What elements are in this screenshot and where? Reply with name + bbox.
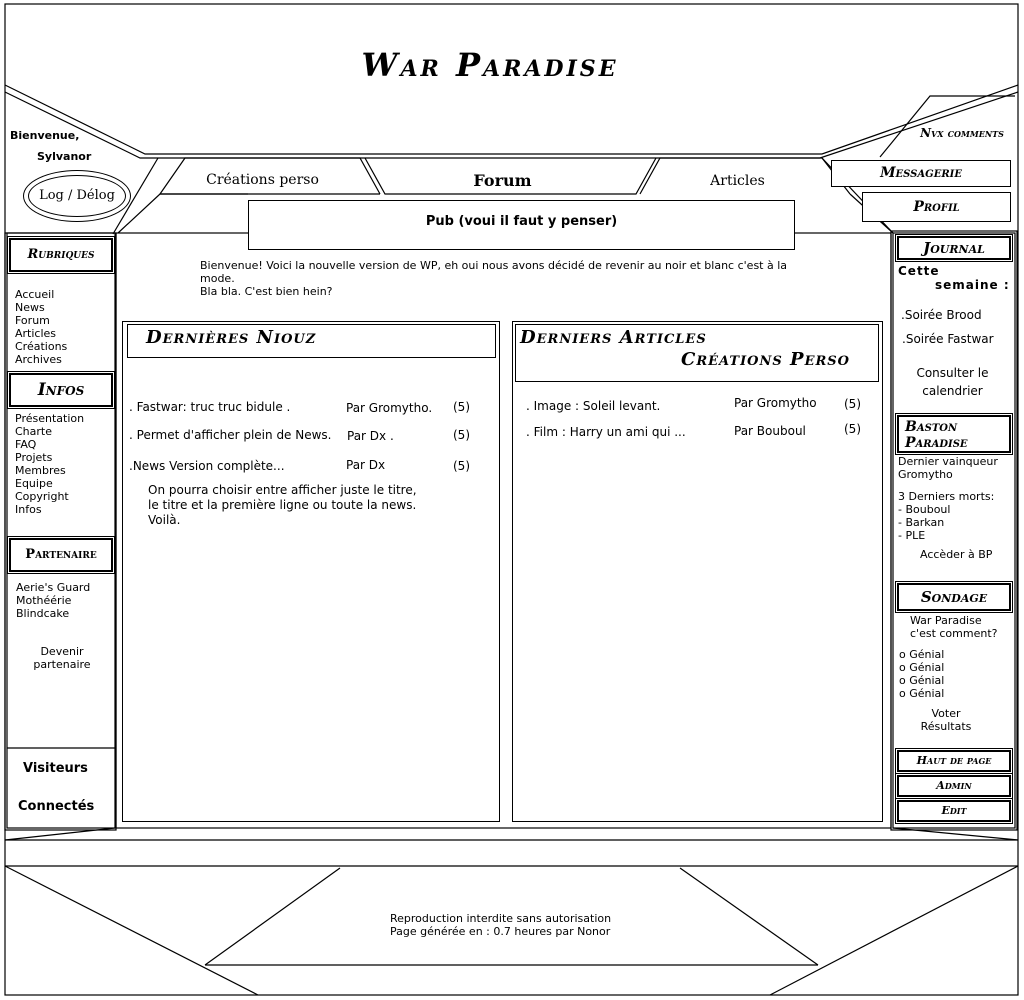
article-row-title[interactable]: Film : Harry un ami qui ... <box>533 425 686 439</box>
news-body-line1: On pourra choisir entre afficher juste le titre, <box>148 483 417 497</box>
news-panel <box>122 321 500 822</box>
baston-winner <box>898 455 998 481</box>
infos-item-infos[interactable]: Infos <box>15 503 42 516</box>
partenaire-item-aerie[interactable]: Aerie's Guard <box>16 581 91 594</box>
bullet-icon: . <box>901 308 905 322</box>
rubriques-item-accueil[interactable]: Accueil <box>15 288 55 301</box>
news-row-author[interactable]: Par Dx . <box>347 429 394 443</box>
infos-item-faq[interactable]: FAQ <box>15 438 37 451</box>
ad-text: Pub (voui il faut y penser) <box>425 214 618 229</box>
poll-options <box>899 648 944 700</box>
tab-forum[interactable]: Forum <box>473 171 532 190</box>
profil-label: Profil <box>913 199 960 215</box>
journal-event-label: Soirée Fastwar <box>905 332 994 346</box>
journal-week1: Cette <box>898 264 940 278</box>
poll-vote-link[interactable]: Voter <box>931 707 961 720</box>
site-title: War Paradise <box>361 46 619 84</box>
bullet-icon: . <box>526 425 534 439</box>
news-body-line2: le titre et la première ligne ou toute la news. <box>148 498 417 512</box>
greeting-user: Sylvanor <box>37 150 92 163</box>
news-row[interactable] <box>129 428 332 442</box>
news-body-line3: Voilà. <box>148 513 181 527</box>
become-partner-line2: partenaire <box>33 658 91 671</box>
rubriques-item-forum[interactable]: Forum <box>15 314 50 327</box>
baston-dead-list <box>898 490 994 542</box>
infos-item-copyright[interactable]: Copyright <box>15 490 69 503</box>
poll-question <box>910 614 997 640</box>
baston-dead-item: - Bouboul <box>898 503 951 516</box>
news-row-author[interactable]: Par Gromytho. <box>346 401 433 415</box>
article-row-author[interactable]: Par Gromytho <box>734 396 817 410</box>
footer-copyright: Reproduction interdite sans autorisation <box>390 912 612 925</box>
poll-question-line1: War Paradise <box>910 614 982 627</box>
become-partner-line1: Devenir <box>40 645 84 658</box>
poll-option[interactable]: o Génial <box>899 661 945 674</box>
journal-event-label: Soirée Brood <box>904 308 982 322</box>
rubriques-list <box>15 288 67 366</box>
intro-line3: Bla bla. C'est bien hein? <box>200 285 333 298</box>
rubriques-item-articles[interactable]: Articles <box>15 327 57 340</box>
bullet-icon: . <box>129 459 133 473</box>
baston-dead-item: - PLE <box>898 529 926 542</box>
news-title-box <box>127 324 496 358</box>
partenaire-list <box>16 581 90 620</box>
tab-creations[interactable]: Créations perso <box>206 172 319 188</box>
bullet-icon: . <box>129 400 137 414</box>
baston-winner-label: Dernier vainqueur <box>898 455 998 468</box>
calendar-link-line2: calendrier <box>922 384 983 398</box>
journal-event[interactable] <box>902 332 994 346</box>
tab-articles[interactable]: Articles <box>710 173 765 189</box>
infos-title: Infos <box>9 373 113 407</box>
visitors-label: Visiteurs <box>23 761 88 776</box>
baston-title-line1: Baston <box>905 419 958 435</box>
poll-results-link[interactable]: Résultats <box>920 720 972 733</box>
baston-access-link[interactable]: Accèder à BP <box>920 548 993 561</box>
article-row-comments[interactable]: (5) <box>844 397 861 411</box>
messagerie-label: Messagerie <box>880 165 962 181</box>
rubriques-title: Rubriques <box>9 238 113 272</box>
edit-button[interactable]: Edit <box>897 800 1011 822</box>
news-row-comments[interactable]: (5) <box>453 428 470 442</box>
baston-dead-title: 3 Derniers morts: <box>898 490 995 503</box>
footer-generated: Page générée en : 0.7 heures par Nonor <box>390 925 611 938</box>
login-label: Log / Délog <box>39 188 115 203</box>
calendar-link[interactable] <box>895 364 1010 400</box>
infos-item-projets[interactable]: Projets <box>15 451 53 464</box>
infos-list <box>15 412 84 516</box>
back-to-top-button[interactable]: Haut de page <box>897 750 1011 772</box>
partenaire-title: Partenaire <box>9 538 113 572</box>
rubriques-item-news[interactable]: News <box>15 301 45 314</box>
intro-line2: mode. <box>200 272 235 285</box>
baston-title-line2: Paradise <box>905 435 968 451</box>
news-row-title[interactable]: News Version complète... <box>132 459 285 473</box>
infos-item-equipe[interactable]: Equipe <box>15 477 53 490</box>
intro-text <box>200 259 880 298</box>
news-row-comments[interactable]: (5) <box>453 400 470 414</box>
news-row[interactable] <box>129 400 290 414</box>
baston-title <box>897 415 1011 453</box>
intro-line1: Bienvenue! Voici la nouvelle version de WP, eh oui nous avons décidé de revenir au noir et blanc c'est à la <box>200 259 788 272</box>
rubriques-item-archives[interactable]: Archives <box>15 353 62 366</box>
rubriques-item-creations[interactable]: Créations <box>15 340 68 353</box>
poll-option[interactable]: o Génial <box>899 687 945 700</box>
journal-week2: semaine : <box>935 278 1010 292</box>
articles-title-box <box>515 324 879 382</box>
partenaire-item-motheerie[interactable]: Mothéérie <box>16 594 72 607</box>
poll-question-line2: c'est comment? <box>910 627 998 640</box>
creations-title: Créations Perso <box>681 349 850 370</box>
article-row-title[interactable]: Image : Soleil levant. <box>533 399 661 413</box>
article-row-comments[interactable]: (5) <box>844 422 861 436</box>
profil-button[interactable] <box>862 192 1011 222</box>
poll-option[interactable]: o Génial <box>899 648 945 661</box>
bullet-icon: . <box>902 332 906 346</box>
baston-winner-name: Gromytho <box>898 468 953 481</box>
partenaire-item-blindcake[interactable]: Blindcake <box>16 607 70 620</box>
journal-event[interactable] <box>901 308 982 322</box>
infos-item-charte[interactable]: Charte <box>15 425 52 438</box>
news-body <box>148 483 417 528</box>
bullet-icon: . <box>526 399 534 413</box>
article-row[interactable] <box>526 399 660 413</box>
messagerie-button[interactable] <box>831 160 1011 187</box>
article-row[interactable] <box>526 425 686 439</box>
login-button[interactable] <box>23 170 131 222</box>
footer-text <box>390 912 611 938</box>
article-row-author[interactable]: Par Bouboul <box>734 424 806 438</box>
articles-panel <box>512 321 883 822</box>
baston-dead-item: - Barkan <box>898 516 945 529</box>
connected-label: Connectés <box>18 799 95 814</box>
news-row-comments[interactable]: (5) <box>453 459 470 473</box>
news-row-title[interactable]: Permet d'afficher plein de News. <box>136 428 332 442</box>
admin-button[interactable]: Admin <box>897 775 1011 797</box>
news-title: Dernières Niouz <box>146 327 317 348</box>
greeting-line1: Bienvenue, <box>10 129 80 142</box>
bullet-icon: . <box>129 428 137 442</box>
infos-item-presentation[interactable]: Présentation <box>15 412 85 425</box>
poll-option[interactable]: o Génial <box>899 674 945 687</box>
sondage-title: Sondage <box>897 583 1011 611</box>
news-row[interactable] <box>129 459 285 473</box>
infos-item-membres[interactable]: Membres <box>15 464 66 477</box>
calendar-link-line1: Consulter le <box>916 366 989 380</box>
articles-title: Derniers Articles <box>520 327 707 348</box>
news-row-author[interactable]: Par Dx <box>346 458 386 472</box>
journal-title: Journal <box>897 236 1011 260</box>
news-row-title[interactable]: Fastwar: truc truc bidule . <box>136 400 291 414</box>
nvx-comments-link[interactable]: Nvx comments <box>920 126 1004 140</box>
ad-banner[interactable] <box>248 200 795 250</box>
become-partner-link[interactable] <box>14 645 110 671</box>
